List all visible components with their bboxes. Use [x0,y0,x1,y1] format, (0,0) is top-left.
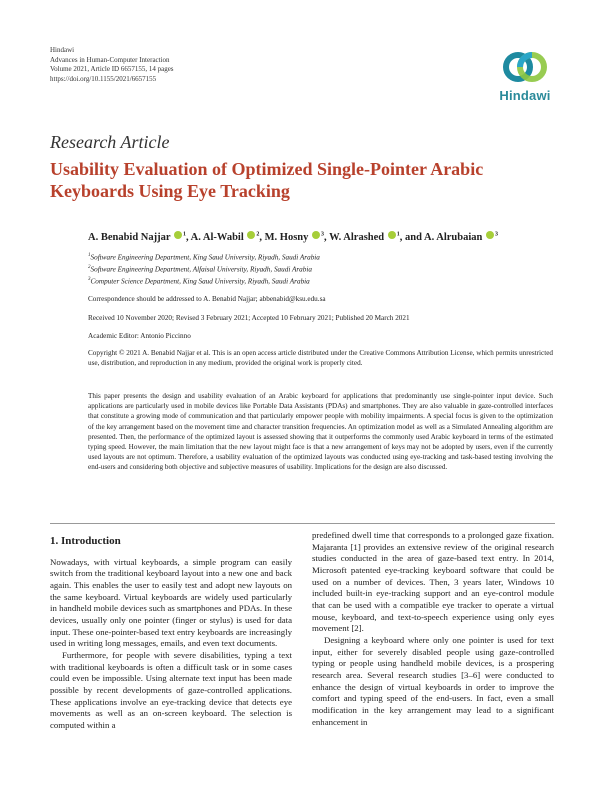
orcid-icon[interactable] [486,231,494,239]
author-separator: , [324,232,330,243]
article-type: Research Article [50,132,170,152]
affiliation-item [88,275,320,287]
body-paragraph: Nowadays, with virtual keyboards, a simple program can easily switch from the traditional keyboard layout into a new one and back again. This enables the user to easily test and adopt new layouts on the same keyboard. Virtual keyboards are widely used particularly in handheld mobile devices such as smartphones and PDAs. In these devices, usually only one pointer (finger or stylus) is used for data input. These one-pointer-based text entry keyboards are increasingly used in writing long messages, emails, and even text documents. [50,556,292,649]
doi-link[interactable]: https://doi.org/10.1155/2021/6657155 [50,74,157,83]
author-affiliation-mark: 2 [256,231,260,238]
journal-info [50,46,174,84]
author-name: A. Benabid Najjar [88,232,173,243]
affiliation-text: Software Engineering Department, King Saud University, Riyadh, Saudi Arabia [90,253,320,262]
affiliation-mark: 1 [88,253,91,258]
author-affiliation-mark: 1 [396,231,400,238]
copyright-notice: Copyright © 2021 A. Benabid Najjar et al. This is an open access article distributed under the Creative Commons Attribution License, which permits unrestricted use, distribution, and reproduction in any medium, provided the original work is properly cited. [88,349,553,368]
affiliation-mark: 3 [88,276,91,282]
correspondence: Correspondence should be addressed to A. Benabid Najjar; abbenabid@ksu.edu.sa [88,295,326,303]
logo-wordmark: Hindawi [499,88,551,103]
orcid-icon[interactable] [247,231,255,239]
affiliation-text: Computer Science Department, King Saud University, Riyadh, Saudi Arabia [90,277,310,286]
body-column-left [50,530,292,732]
body-paragraph: predefined dwell time that corresponds to a prolonged gaze fixation. Majaranta [1] provides an extensive review of the original research studies conducted in the area of gaze-based text entry. In 2014, Microsoft patented eye-tracking keyboard software that could be used on a number of devices. Then, 3 years later, Windows 10 included built-in eye-tracking support and an eye-control module that can be used with a compatible eye tracker to operate a virtual mouse, keyboard, and text-to-speech experience using only eyes movement [2]. [312,530,554,634]
hindawi-logo [494,48,556,103]
author-name: A. Al-Wabil [190,232,247,243]
author-separator: , [185,232,191,243]
publication-dates: Received 10 November 2020; Revised 3 February 2021; Accepted 10 February 2021; Published 20 March 2021 [88,314,410,322]
author-list [88,231,498,243]
abstract: This paper presents the design and usability evaluation of an Arabic keyboard for applications that predominantly use single-pointer input device. Such applications are particularly used in mobile devices like Portable Data Assistants (PDAs) and smartphones. They are also valuable in gaze-controlled interfaces that constitute a growing mode of communication and that particularly empower people with mobility impairments. A special focus is given to the optimization of the key arrangement based on the movement time and character transition frequencies. An optimization model as well as a Simulated Annealing algorithm are presented. Then, the performance of the optimized layout is assessed showing that it outperforms the commonly used Arabic keyboard in terms of the estimated typing speed. However, the main limitation that the new layout might face is that a new arrangement of keys may not be adopted by users, even if the currently used layouts are not optimum. Therefore, a usability evaluation of the optimized layouts was conducted using eye-tracking and task-based testing involving the end-users and considering both objective and subjective measures of usability. Implications for the design are also discussed. [88,392,553,472]
orcid-icon[interactable] [174,231,182,239]
author-name: A. Alrubaian [424,232,485,243]
affiliation-item [88,263,320,275]
author-affiliation-mark: 3 [494,231,498,238]
author-affiliation-mark: 3 [321,231,325,238]
body-paragraph: Designing a keyboard where only one pointer is used for text input, either for severely disabled people using gaze-controlled typing or people using handheld mobile devices, is a prospering research area. Several research studies [3–6] were conducted to enhance the design of virtual keyboards in order to improve the comfort and typing speed of the end-users. In fact, even a small modification in the key arrangement may lead to a significant enhancement in [312,634,554,727]
section-heading: 1. Introduction [50,535,121,547]
author-separator: , and [399,232,424,243]
publisher-name: Hindawi [50,46,75,54]
hindawi-logo-icon [502,48,548,86]
author-separator: , [259,232,265,243]
body-column-right [312,530,554,728]
affiliation-item [88,251,320,263]
volume-line: Volume 2021, Article ID 6657155, 14 pages [50,65,174,74]
orcid-icon[interactable] [312,231,320,239]
affiliation-text: Software Engineering Department, Alfaisal University, Riyadh, Saudi Arabia [90,265,312,274]
orcid-icon[interactable] [388,231,396,239]
author-name: M. Hosny [264,232,312,243]
section-divider [50,523,555,524]
journal-name: Advances in Human-Computer Interaction [50,55,170,64]
author-affiliation-mark: 1 [182,231,186,238]
author-name: W. Alrashed [329,232,387,243]
academic-editor: Academic Editor: Antonio Piccinno [88,332,191,340]
article-title: Usability Evaluation of Optimized Single-Pointer Arabic Keyboards Using Eye Tracking [50,159,484,201]
affiliation-list [88,251,320,287]
affiliation-mark: 2 [88,264,91,270]
body-paragraph: Furthermore, for people with severe disabilities, typing a text with traditional keyboards is often a difficult task or in some cases could even be impossible. Using alternate text input has been made possible by recent developments of gaze-controlled applications. These applications involve an eye-tracking device that detects eye movements as well as an on-screen keyboard. The selection is computed within a [50,649,292,730]
